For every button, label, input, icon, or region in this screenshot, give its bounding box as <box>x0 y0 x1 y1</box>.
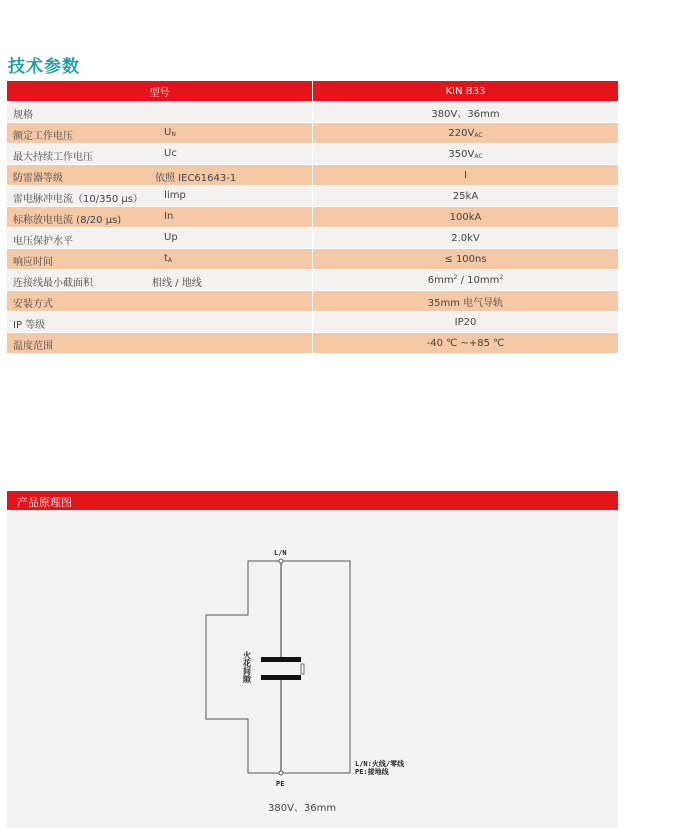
param-symbol: Uc <box>164 148 177 159</box>
param-symbol: 依照 IEC61643-1 <box>155 173 237 184</box>
label-ln: L/N <box>274 549 287 557</box>
terminal-top <box>279 559 283 563</box>
param-name: 响应时间 <box>13 257 53 268</box>
param-symbol: $U_N$ <box>164 127 176 138</box>
header-model-value: KIN B33 <box>313 81 619 102</box>
spark-gap-label: 火花间隙 <box>242 651 252 683</box>
terminal-bottom <box>279 771 283 775</box>
legend-ln: L/N:火线/零线 <box>355 760 405 768</box>
param-value: $350V_{AC}$ <box>313 144 619 165</box>
param-symbol: $t_A$ <box>164 253 173 264</box>
legend-pe: PE:接地线 <box>355 768 389 776</box>
param-value: $6mm^2 / 10mm^2$ <box>313 270 619 291</box>
principle-title: 产品原理图 <box>17 496 72 509</box>
header-model-label: 型号 <box>7 81 313 102</box>
param-value: 35mm 电气导轨 <box>313 291 619 312</box>
param-name: IP 等级 <box>13 320 46 331</box>
param-value: -40 ℃ ~+85 ℃ <box>313 333 619 354</box>
param-symbol: 相线 / 地线 <box>152 278 202 289</box>
param-name: 连接线最小截面积 <box>13 278 93 289</box>
param-name: 电压保护水平 <box>13 236 73 247</box>
param-value: IP20 <box>313 312 619 333</box>
param-name: 温度范围 <box>13 341 53 352</box>
param-value: 100kA <box>313 207 619 228</box>
param-symbol: Up <box>164 232 178 243</box>
label-pe: PE <box>276 780 285 788</box>
param-name: 规格 <box>13 110 33 121</box>
param-name: 额定工作电压 <box>13 131 73 142</box>
param-name: 安装方式 <box>13 299 53 310</box>
module-outline <box>206 561 350 773</box>
section-title: 技术参数 <box>8 57 80 77</box>
param-value: 25kA <box>313 186 619 207</box>
param-value: 2.0kV <box>313 228 619 249</box>
param-value: I <box>313 165 619 186</box>
param-name: 雷电脉冲电流（10/350 μs） <box>13 194 143 205</box>
param-symbol: Iimp <box>164 190 186 201</box>
param-name: 防雷器等级 <box>13 173 63 184</box>
param-value: 380V、36mm <box>313 102 619 123</box>
param-symbol: In <box>164 211 174 222</box>
spark-gap-plate-bottom <box>261 675 301 680</box>
spark-gap-bracket <box>301 664 304 674</box>
param-value: $220V_{AC}$ <box>313 123 619 144</box>
param-value: ≤ 100ns <box>313 249 619 270</box>
param-name: 最大持续工作电压 <box>13 152 93 163</box>
param-name: 标称放电电流 (8/20 μs) <box>13 215 122 226</box>
diagram-caption: 380V、36mm <box>268 803 337 814</box>
spark-gap-plate-top <box>261 657 301 662</box>
